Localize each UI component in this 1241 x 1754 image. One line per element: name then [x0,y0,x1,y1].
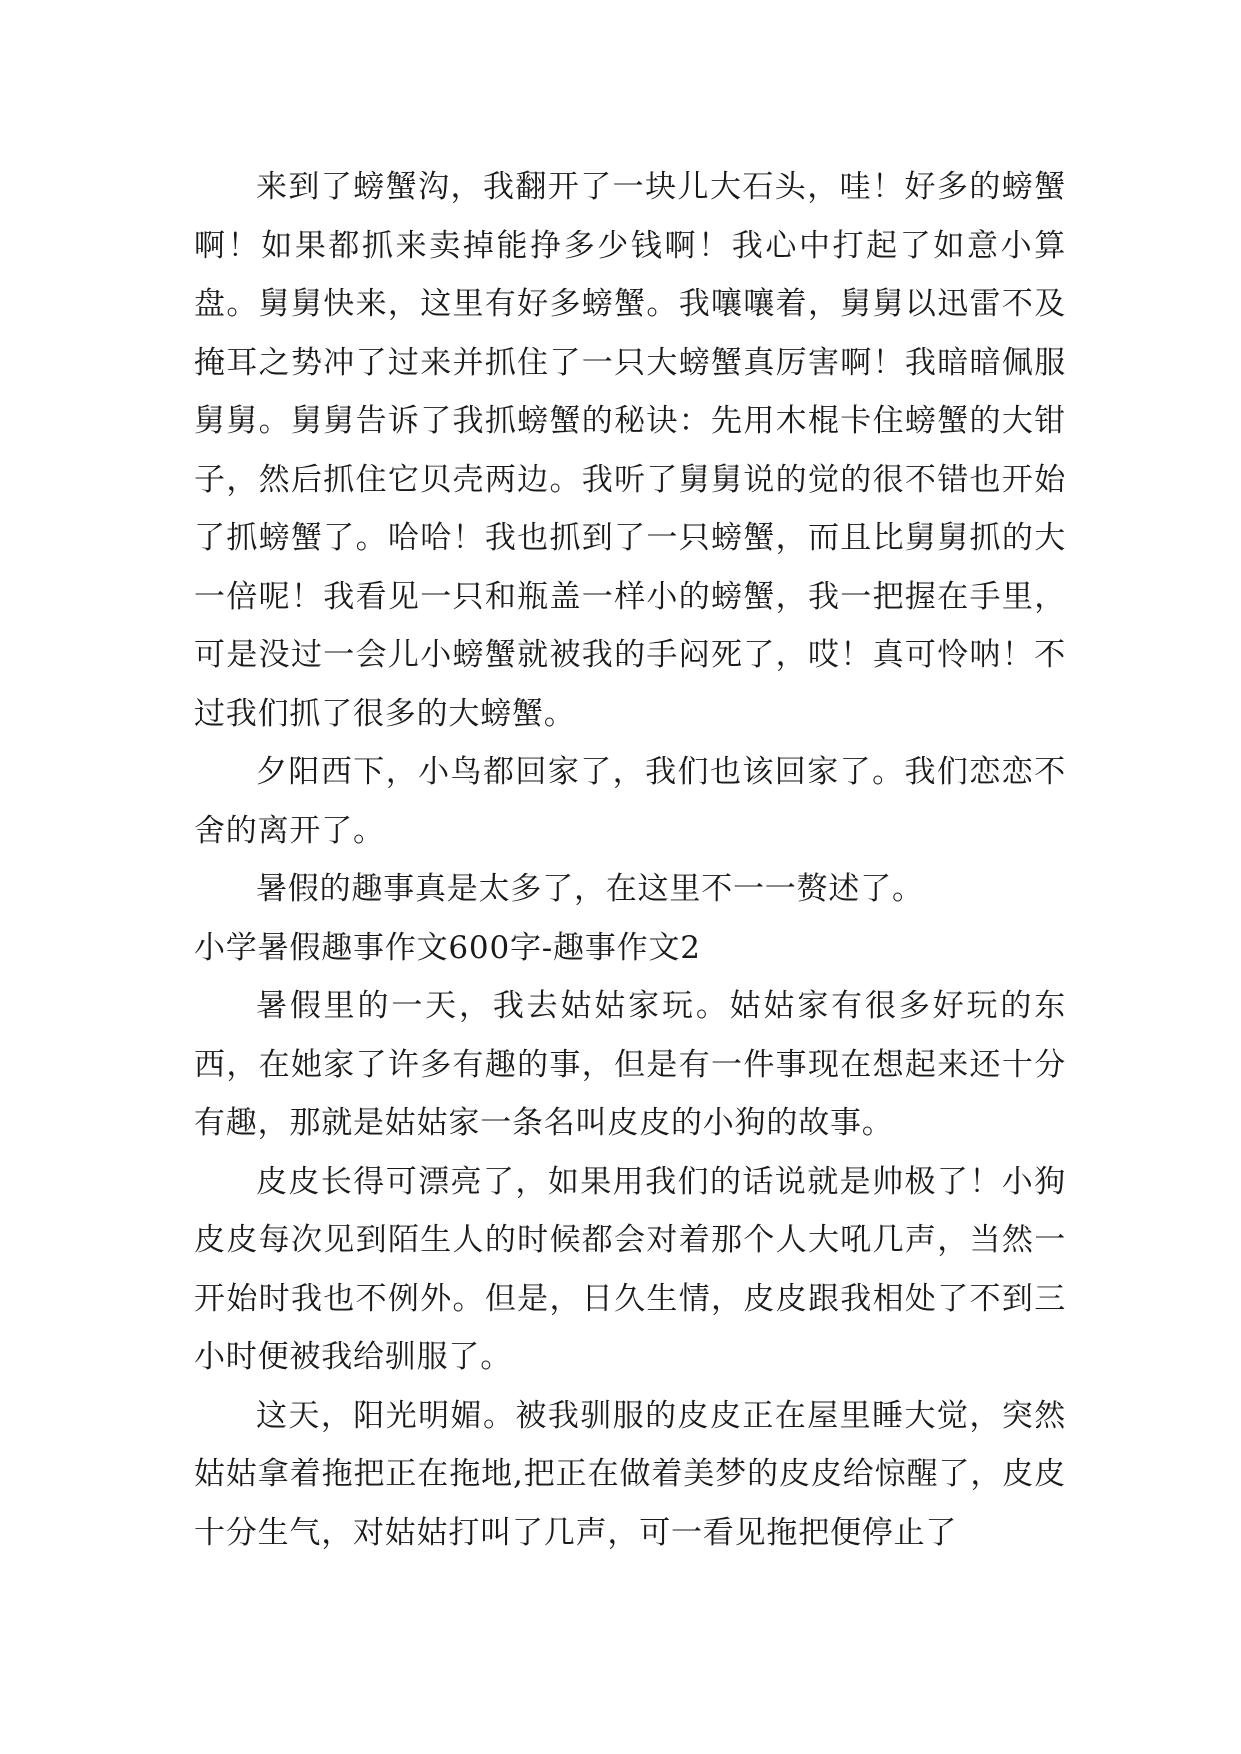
paragraph-mop-story: 这天，阳光明媚。被我驯服的皮皮正在屋里睡大觉，突然姑姑拿着拖把正在拖地,把正在做着美梦的皮皮给惊醒了，皮皮十分生气，对姑姑打叫了几声，可一看见拖把便停止了 [194,1397,1066,1551]
paragraph-crab-catching: 来到了螃蟹沟，我翻开了一块儿大石头，哇！好多的螃蟹啊！如果都抓来卖掉能挣多少钱啊！我心中打起了如意小算盘。舅舅快来，这里有好多螃蟹。我嚷嚷着，舅舅以迅雷不及掩耳之势冲了过来并抓住了一只大螃蟹真厉害啊！我暗暗佩服舅舅。舅舅告诉了我抓螃蟹的秘诀：先用木棍卡住螃蟹的大钳子，然后抓住它贝壳两边。我听了舅舅说的觉的很不错也开始了抓螃蟹了。哈哈！我也抓到了一只螃蟹，而且比舅舅抓的大一倍呢！我看见一只和瓶盖一样小的螃蟹，我一把握在手里，可是没过一会儿小螃蟹就被我的手闷死了，哎！真可怜呐！不过我们抓了很多的大螃蟹。 [194,169,1066,732]
paragraph-summary: 暑假的趣事真是太多了，在这里不一一赘述了。 [256,871,924,907]
paragraph-pipi-description: 皮皮长得可漂亮了，如果用我们的话说就是帅极了！小狗皮皮每次见到陌生人的时候都会对着那个人大吼几声，当然一开始时我也不例外。但是，日久生情，皮皮跟我相处了不到三小时便被我给驯服了。 [194,1163,1066,1375]
section-heading: 小学暑假趣事作文600字-趣事作文2 [194,929,701,966]
document-body [194,158,1066,1562]
paragraph-aunt-visit: 暑假里的一天，我去姑姑家玩。姑姑家有很多好玩的东西，在她家了许多有趣的事，但是有一件事现在想起来还十分有趣，那就是姑姑家一条名叫皮皮的小狗的故事。 [194,988,1066,1141]
paragraph-sunset: 夕阳西下，小鸟都回家了，我们也该回家了。我们恋恋不舍的离开了。 [194,754,1066,849]
